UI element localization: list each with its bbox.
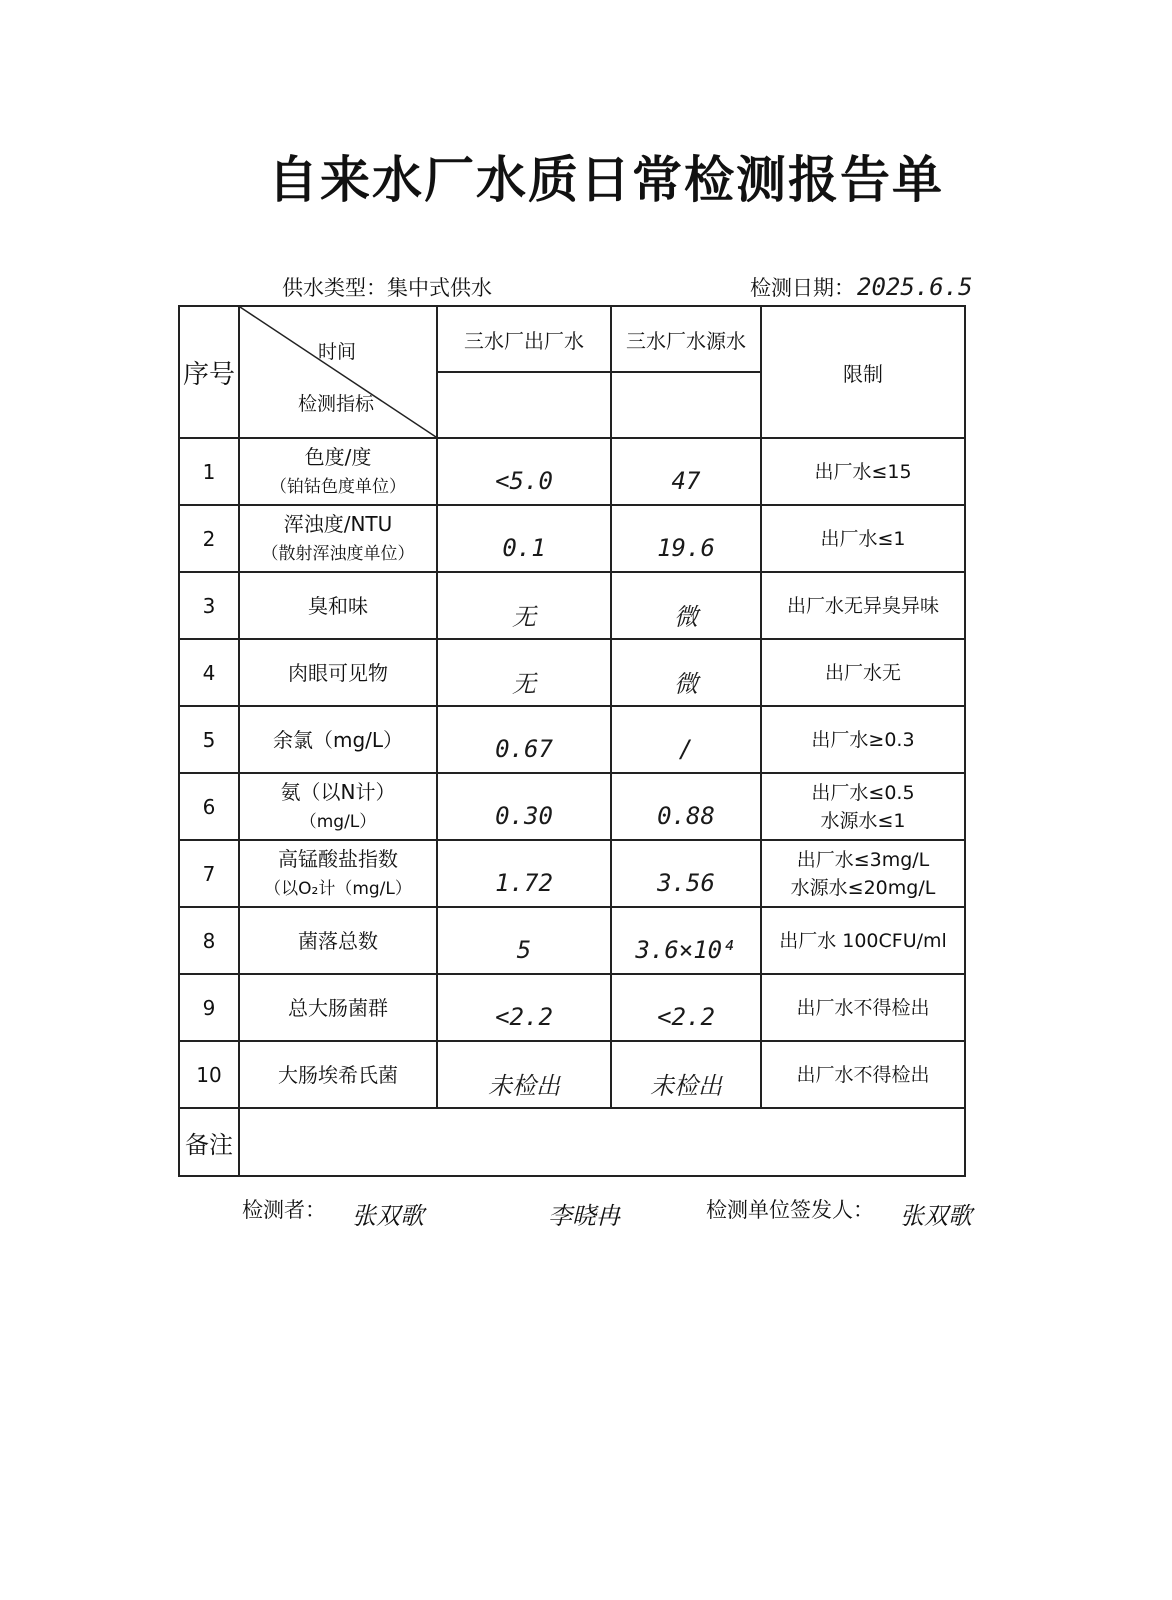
row-number: 10: [179, 1041, 239, 1108]
row-value-source: [611, 974, 761, 1041]
row-value-source: [611, 773, 761, 840]
report-table: [178, 305, 966, 1177]
item-name: 臭和味: [308, 593, 368, 618]
row-indicator: [239, 974, 437, 1041]
item-sub: （散射浑浊度单位）: [261, 543, 415, 564]
row-value-source: [611, 438, 761, 505]
remark-row: [179, 1108, 965, 1176]
value-outlet: 无: [512, 670, 536, 698]
row-value-outlet: [437, 773, 611, 840]
table-row: [179, 505, 965, 572]
table-row: [179, 706, 965, 773]
row-value-outlet: [437, 974, 611, 1041]
row-value-source: [611, 572, 761, 639]
limit-line-1: 出厂水不得检出: [796, 1063, 930, 1086]
header-col1: 三水厂出厂水: [437, 306, 611, 372]
remark-value: [239, 1108, 965, 1176]
limit-line-1: 出厂水无异臭异味: [786, 594, 939, 617]
item-name: 余氯（mg/L）: [272, 727, 404, 752]
value-outlet: 无: [512, 603, 536, 631]
item-name: 浑浊度/NTU: [283, 511, 393, 536]
table-row: [179, 639, 965, 706]
limit-line-2: 水源水≤1: [820, 809, 906, 832]
header-col2-blank: [611, 372, 761, 438]
item-name: 肉眼可见物: [288, 660, 388, 685]
item-name: 总大肠菌群: [288, 995, 388, 1020]
value-source: 3.56: [657, 868, 715, 897]
table-row: [179, 907, 965, 974]
row-value-outlet: [437, 438, 611, 505]
row-number: 9: [179, 974, 239, 1041]
row-indicator: [239, 639, 437, 706]
value-source: 微: [674, 670, 698, 698]
tester-signature-2: 李晓冉: [548, 1202, 620, 1230]
item-sub: （以O₂计（mg/L）: [264, 878, 412, 899]
limit-line-1: 出厂水≥0.3: [811, 728, 915, 751]
table-row: [179, 1041, 965, 1108]
report-title: 自来水厂水质日常检测报告单: [268, 151, 944, 209]
row-indicator: [239, 438, 437, 505]
row-limit: [761, 907, 965, 974]
row-limit: [761, 706, 965, 773]
header-seq: 序号: [179, 306, 239, 438]
limit-line-1: 出厂水无: [824, 661, 901, 684]
row-limit: [761, 438, 965, 505]
value-outlet: 未检出: [488, 1072, 560, 1100]
row-value-source: [611, 840, 761, 907]
row-number: 8: [179, 907, 239, 974]
limit-line-1: 出厂水≤15: [814, 460, 912, 483]
item-name: 大肠埃希氏菌: [278, 1062, 398, 1087]
row-limit: [761, 639, 965, 706]
item-sub: （铂钴色度单位）: [270, 476, 406, 497]
row-value-source: [611, 1041, 761, 1108]
header-time: 时间: [318, 341, 357, 363]
value-source: 19.6: [657, 533, 715, 562]
row-value-outlet: [437, 907, 611, 974]
limit-line-2: 水源水≤20mg/L: [790, 876, 936, 899]
issuer-label: 检测单位签发人：: [706, 1198, 874, 1222]
row-value-outlet: [437, 706, 611, 773]
test-date-value: 2025.6.5: [857, 273, 973, 301]
item-name: 菌落总数: [298, 928, 378, 953]
value-source: 47: [671, 466, 701, 495]
item-name: 色度/度: [304, 444, 372, 469]
header-diagonal-cell: [239, 306, 437, 438]
test-date-label: 检测日期：: [750, 276, 855, 300]
row-number: 5: [179, 706, 239, 773]
item-sub: （mg/L）: [299, 811, 377, 832]
row-number: 7: [179, 840, 239, 907]
row-indicator: [239, 1041, 437, 1108]
row-value-source: [611, 706, 761, 773]
header-col1-blank: [437, 372, 611, 438]
row-number: 2: [179, 505, 239, 572]
row-limit: [761, 505, 965, 572]
test-date: [750, 272, 973, 302]
header-indicator: 检测指标: [298, 393, 375, 415]
row-indicator: [239, 773, 437, 840]
supply-type: 供水类型：集中式供水: [282, 276, 492, 300]
value-outlet: 0.67: [495, 734, 553, 763]
value-source: /: [678, 734, 694, 763]
table-row: [179, 974, 965, 1041]
table-row: [179, 438, 965, 505]
value-source: <2.2: [657, 1002, 715, 1031]
limit-line-1: 出厂水≤3mg/L: [796, 848, 930, 871]
row-value-source: [611, 505, 761, 572]
row-value-outlet: [437, 505, 611, 572]
value-outlet: <2.2: [495, 1002, 553, 1031]
value-source: 3.6×10⁴: [635, 935, 737, 964]
row-limit: [761, 840, 965, 907]
row-indicator: [239, 572, 437, 639]
row-indicator: [239, 706, 437, 773]
value-source: 微: [674, 603, 698, 631]
limit-line-1: 出厂水≤1: [820, 527, 906, 550]
value-outlet: <5.0: [495, 466, 553, 495]
row-limit: [761, 773, 965, 840]
value-outlet: 0.1: [502, 533, 546, 562]
row-limit: [761, 974, 965, 1041]
limit-line-1: 出厂水 100CFU/ml: [779, 929, 947, 952]
row-number: 6: [179, 773, 239, 840]
row-value-outlet: [437, 1041, 611, 1108]
table-row: [179, 572, 965, 639]
limit-line-1: 出厂水不得检出: [796, 996, 930, 1019]
header-limit: 限制: [761, 306, 965, 438]
tester-signature-1: 张双歌: [352, 1202, 424, 1230]
row-indicator: [239, 505, 437, 572]
value-source: 未检出: [650, 1072, 722, 1100]
report-table-wrapper: [178, 305, 964, 1181]
issuer-signature: 张双歌: [900, 1202, 972, 1230]
value-source: 0.88: [657, 801, 715, 830]
table-row: [179, 840, 965, 907]
row-number: 4: [179, 639, 239, 706]
item-name: 氨（以N计）: [280, 779, 396, 804]
row-number: 1: [179, 438, 239, 505]
diagonal-line: [240, 307, 436, 437]
row-limit: [761, 1041, 965, 1108]
row-number: 3: [179, 572, 239, 639]
header-row: [179, 306, 965, 372]
limit-line-1: 出厂水≤0.5: [811, 781, 915, 804]
row-value-outlet: [437, 639, 611, 706]
row-indicator: [239, 907, 437, 974]
item-name: 高锰酸盐指数: [278, 846, 398, 871]
row-value-outlet: [437, 572, 611, 639]
row-value-outlet: [437, 840, 611, 907]
row-indicator: [239, 840, 437, 907]
remark-label: 备注: [179, 1108, 239, 1176]
value-outlet: 1.72: [495, 868, 553, 897]
tester-label: 检测者：: [242, 1198, 326, 1222]
row-value-source: [611, 907, 761, 974]
table-row: [179, 773, 965, 840]
value-outlet: 0.30: [495, 801, 553, 830]
row-limit: [761, 572, 965, 639]
header-col2: 三水厂水源水: [611, 306, 761, 372]
value-outlet: 5: [516, 935, 532, 964]
row-value-source: [611, 639, 761, 706]
